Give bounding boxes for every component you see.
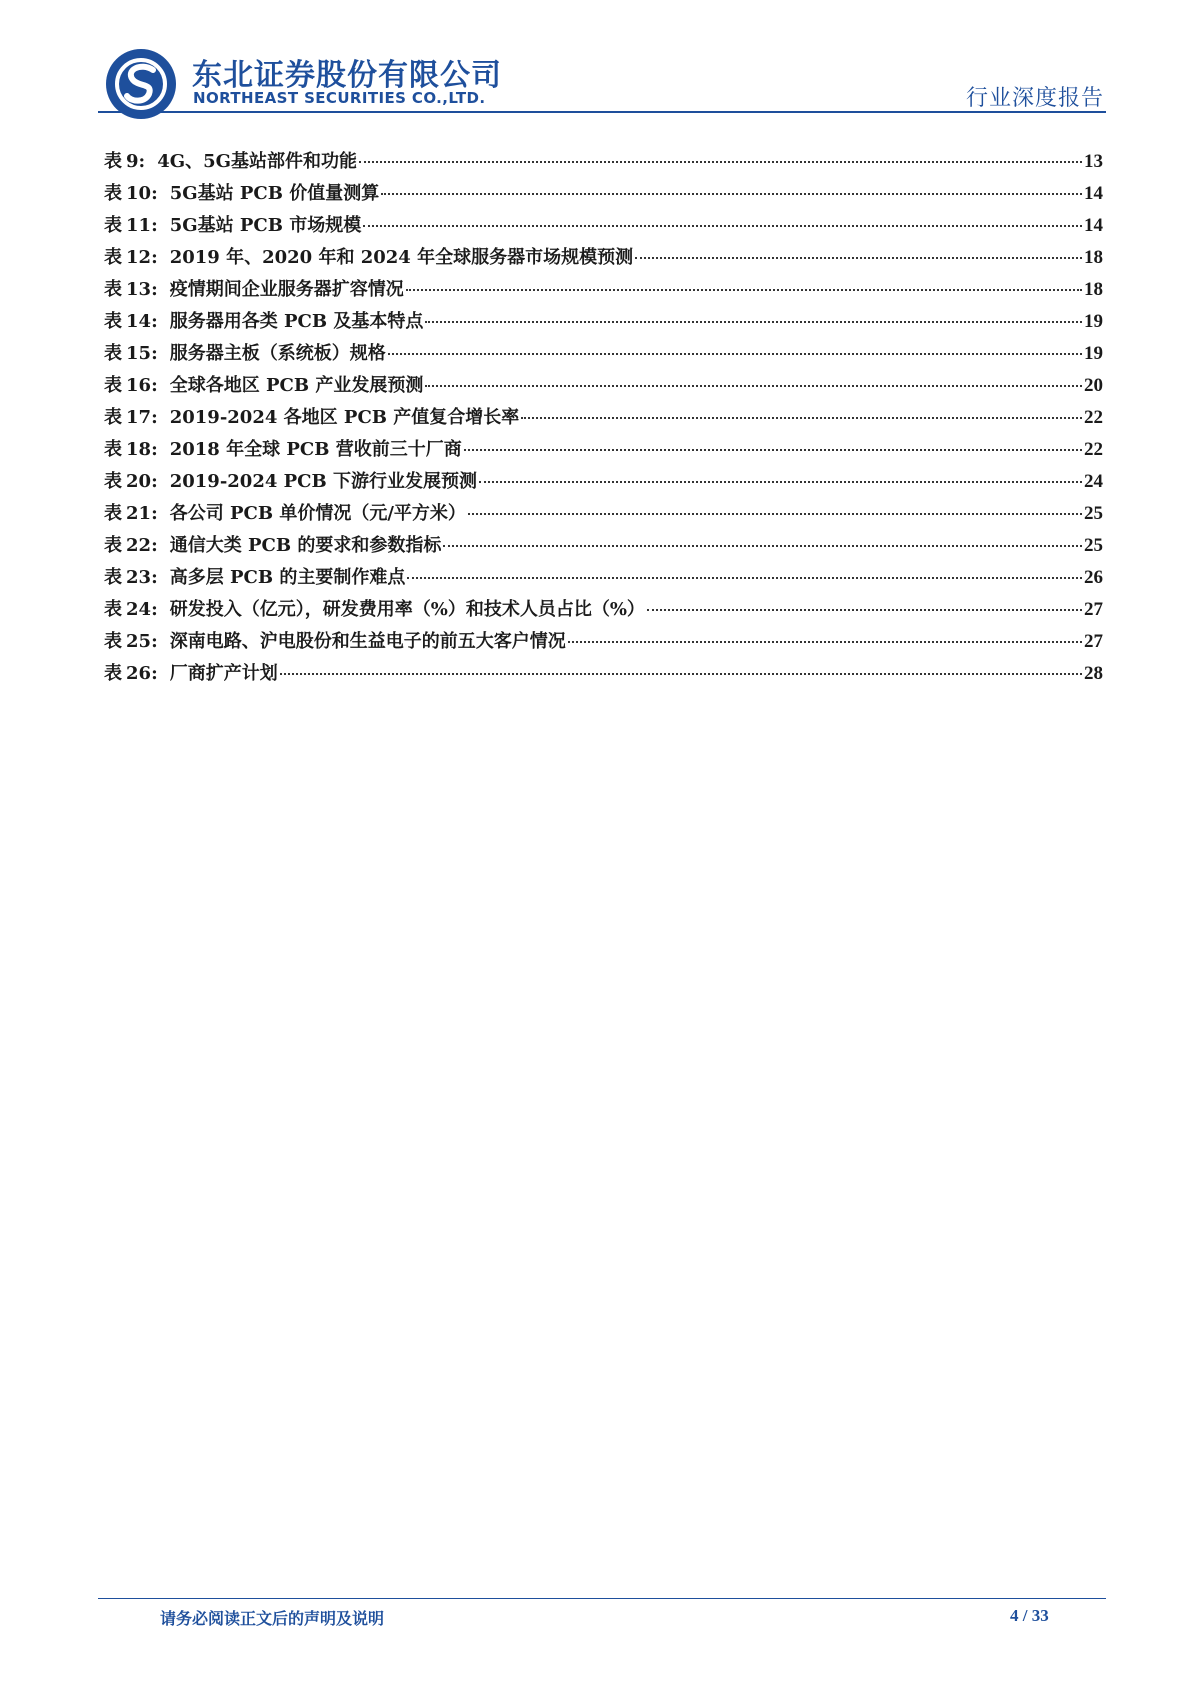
toc-entry-number: 15 [126, 343, 152, 364]
toc-entry-number: 18 [126, 439, 152, 460]
toc-entry[interactable] [104, 466, 1103, 498]
toc-dot-leader [468, 513, 1082, 515]
toc-entry-separator: : [151, 343, 158, 364]
toc-entry-separator: : [151, 535, 158, 556]
toc-entry[interactable] [104, 370, 1103, 402]
toc-entry[interactable] [104, 530, 1103, 562]
toc-entry-number: 20 [126, 471, 152, 492]
toc-entry-prefix: 表 [104, 567, 122, 588]
toc-entry-page: 18 [1084, 279, 1103, 300]
toc-dot-leader [635, 257, 1082, 259]
toc-entry-separator: : [151, 215, 158, 236]
toc-entry[interactable] [104, 402, 1103, 434]
toc-entry[interactable] [104, 178, 1103, 210]
toc-entry-page: 14 [1084, 183, 1103, 204]
toc-entry-number: 11 [126, 215, 152, 236]
toc-entry-prefix: 表 [104, 471, 122, 492]
footer-disclaimer: 请务必阅读正文后的声明及说明 [160, 1609, 385, 1628]
toc-entry-prefix: 表 [104, 535, 122, 556]
toc-entry[interactable] [104, 434, 1103, 466]
toc-entry[interactable] [104, 594, 1103, 626]
toc-entry-page: 25 [1084, 535, 1103, 556]
toc-entry-number: 26 [126, 663, 152, 684]
toc-entry-prefix: 表 [104, 279, 122, 300]
toc-entry-separator: : [151, 247, 158, 268]
toc-entry-number: 12 [126, 247, 152, 268]
toc-entry-title: 服务器主板（系统板）规格 [169, 343, 386, 364]
toc-entry-separator: : [151, 663, 158, 684]
toc-entry-page: 20 [1084, 375, 1103, 396]
toc-entry-number: 16 [126, 375, 152, 396]
toc-entry-title: 全球各地区 PCB 产业发展预测 [169, 375, 424, 396]
company-name-cn: 东北证券股份有限公司 [192, 58, 502, 93]
toc-entry-separator: : [151, 599, 158, 620]
toc-entry-separator: : [151, 407, 158, 428]
toc-entry-page: 22 [1084, 439, 1103, 460]
toc-dot-leader [464, 449, 1082, 451]
toc-entry-title: 研发投入（亿元），研发费用率（%）和技术人员占比（%） [169, 599, 645, 620]
toc-entry-separator: : [151, 375, 158, 396]
toc-dot-leader [443, 545, 1082, 547]
toc-entry[interactable] [104, 274, 1103, 306]
toc-entry-title: 深南电路、沪电股份和生益电子的前五大客户情况 [169, 631, 566, 652]
toc-entry-page: 22 [1084, 407, 1103, 428]
toc-entry-prefix: 表 [104, 375, 122, 396]
toc-dot-leader [407, 577, 1082, 579]
toc-entry-prefix: 表 [104, 663, 122, 684]
toc-entry-title: 高多层 PCB 的主要制作难点 [169, 567, 406, 588]
toc-entry-number: 24 [126, 599, 152, 620]
toc-entry-page: 28 [1084, 663, 1103, 684]
footer-divider [98, 1598, 1106, 1599]
toc-entry-title: 5G基站 PCB 市场规模 [169, 215, 362, 236]
toc-entry-separator: : [138, 151, 146, 172]
toc-entry-title: 2019 年、2020 年和 2024 年全球服务器市场规模预测 [169, 247, 634, 268]
toc-entry-page: 24 [1084, 471, 1103, 492]
toc-entry-prefix: 表 [104, 343, 122, 364]
toc-entry[interactable] [104, 210, 1103, 242]
toc-entry-title: 疫情期间企业服务器扩容情况 [169, 279, 404, 300]
toc-entry[interactable] [104, 658, 1103, 690]
toc-entry-separator: : [151, 279, 158, 300]
toc-entry[interactable] [104, 306, 1103, 338]
toc-entry-prefix: 表 [104, 151, 122, 172]
toc-entry-prefix: 表 [104, 439, 122, 460]
toc-entry-number: 9 [126, 151, 139, 172]
toc-entry-prefix: 表 [104, 183, 122, 204]
toc-entry-prefix: 表 [104, 407, 122, 428]
report-type-label: 行业深度报告 [965, 86, 1104, 111]
toc-entry[interactable] [104, 146, 1103, 178]
toc-entry-title: 服务器用各类 PCB 及基本特点 [169, 311, 424, 332]
toc-entry[interactable] [104, 498, 1103, 530]
toc-entry-prefix: 表 [104, 247, 122, 268]
page-header [0, 0, 1200, 120]
toc-entry-separator: : [151, 631, 158, 652]
toc-dot-leader [280, 673, 1082, 675]
toc-entry-page: 18 [1084, 247, 1103, 268]
toc-entry-separator: : [151, 471, 158, 492]
header-divider [98, 111, 1106, 113]
toc-entry-number: 23 [126, 567, 152, 588]
toc-entry[interactable] [104, 562, 1103, 594]
toc-entry-page: 19 [1084, 311, 1103, 332]
toc-dot-leader [479, 481, 1082, 483]
toc-entry-title: 2018 年全球 PCB 营收前三十厂商 [169, 439, 462, 460]
toc-entry-prefix: 表 [104, 599, 122, 620]
toc-entry[interactable] [104, 338, 1103, 370]
toc-entry-number: 21 [126, 503, 152, 524]
toc-entry-number: 10 [126, 183, 152, 204]
toc-entry-title: 通信大类 PCB 的要求和参数指标 [169, 535, 442, 556]
toc-entry-separator: : [151, 439, 158, 460]
toc-dot-leader [647, 609, 1082, 611]
toc-entry-number: 13 [126, 279, 152, 300]
toc-entry-title: 2019-2024 PCB 下游行业发展预测 [169, 471, 477, 492]
toc-entry-title: 2019-2024 各地区 PCB 产值复合增长率 [169, 407, 520, 428]
toc-entry-number: 17 [126, 407, 152, 428]
toc-entry-separator: : [151, 503, 158, 524]
toc-entry-prefix: 表 [104, 631, 122, 652]
toc-entry-page: 13 [1084, 151, 1103, 172]
toc-entry-prefix: 表 [104, 503, 122, 524]
toc-entry-title: 各公司 PCB 单价情况（元/平方米） [169, 503, 466, 524]
toc-entry-page: 19 [1084, 343, 1103, 364]
toc-entry-separator: : [151, 311, 158, 332]
toc-entry-page: 25 [1084, 503, 1103, 524]
toc-dot-leader [425, 385, 1082, 387]
toc-entry[interactable] [104, 242, 1103, 274]
toc-dot-leader [406, 289, 1082, 291]
toc-entry-number: 22 [126, 535, 152, 556]
toc-entry-title: 5G基站 PCB 价值量测算 [169, 183, 380, 204]
toc-dot-leader [568, 641, 1082, 643]
table-of-tables-list [104, 146, 1103, 690]
toc-entry-page: 26 [1084, 567, 1103, 588]
toc-entry-number: 14 [126, 311, 152, 332]
toc-entry[interactable] [104, 626, 1103, 658]
toc-entry-prefix: 表 [104, 215, 122, 236]
toc-entry-page: 14 [1084, 215, 1103, 236]
toc-dot-leader [388, 353, 1082, 355]
toc-entry-title: 4G、5G基站部件和功能 [157, 151, 357, 172]
toc-dot-leader [363, 225, 1082, 227]
toc-entry-page: 27 [1084, 599, 1103, 620]
toc-entry-separator: : [151, 183, 158, 204]
page-number: 4 / 33 [1010, 1606, 1049, 1625]
toc-entry-number: 25 [126, 631, 152, 652]
toc-dot-leader [521, 417, 1082, 419]
toc-dot-leader [381, 193, 1082, 195]
toc-entry-page: 27 [1084, 631, 1103, 652]
toc-dot-leader [359, 161, 1082, 163]
toc-dot-leader [425, 321, 1082, 323]
company-name-en: NORTHEAST SECURITIES CO.,LTD. [193, 89, 486, 107]
toc-entry-title: 厂商扩产计划 [169, 663, 278, 684]
toc-entry-separator: : [151, 567, 158, 588]
toc-entry-prefix: 表 [104, 311, 122, 332]
